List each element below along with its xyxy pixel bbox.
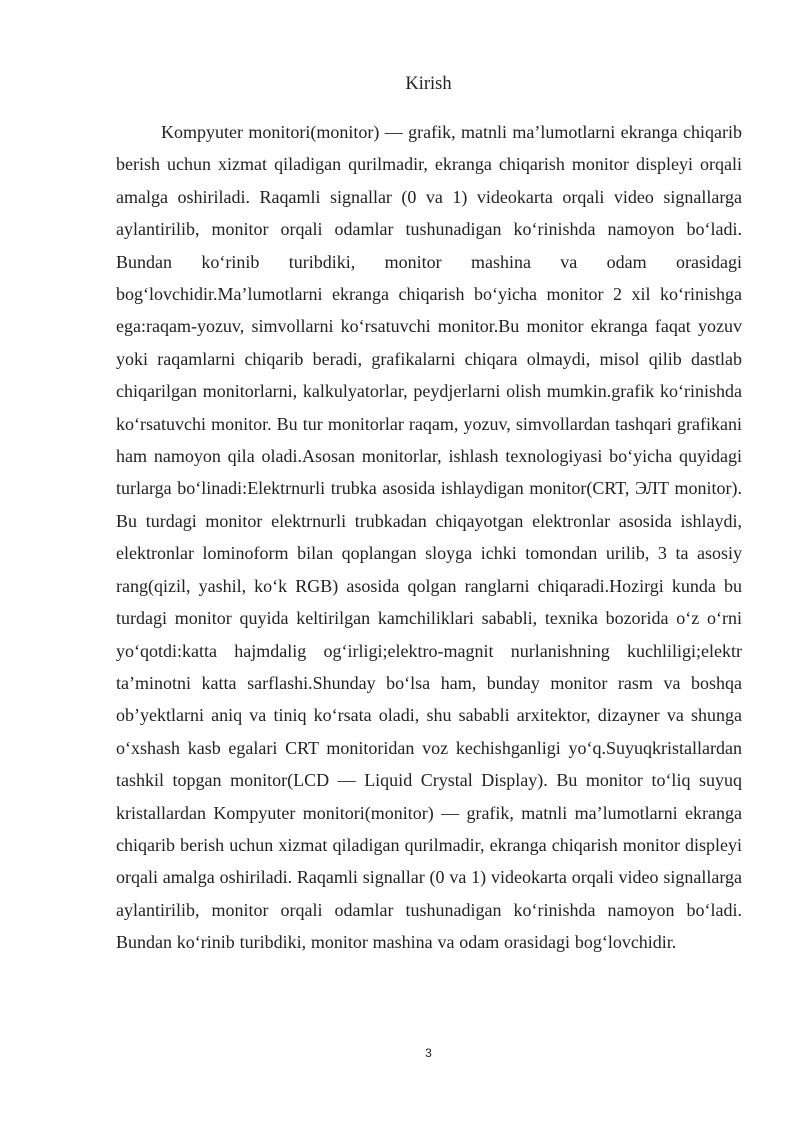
page-title: Kirish xyxy=(405,74,452,94)
body-paragraph: Kompyuter monitori(monitor) — grafik, matnli ma’lumotlarni ekranga chiqarib berish uchun xizmat qiladigan qurilmadir, ekranga chiqarish monitor displeyi orqali amalga oshiriladi. Raqamli signallar (0 va 1) videokarta orqali video signallarga aylantirilib, monitor orqali odamlar tushunadigan ko‘rinishda namoyon bo‘ladi. Bundan ko‘rinib turibdiki, monitor mashina va odam orasidagi bog‘lovchidir.Ma’lumotlarni ekranga chiqarish bo‘yicha monitor 2 xil ko‘rinishga ega:raqam-yozuv, simvollarni ko‘rsatuvchi monitor.Bu monitor ekranga faqat yozuv yoki raqamlarni chiqarib beradi, grafikalarni chiqara olmaydi, misol qilib dastlab chiqarilgan monitorlarni, kalkulyatorlar, peydjerlarni olish mumkin.grafik ko‘rinishda ko‘rsatuvchi monitor. Bu tur monitorlar raqam, yozuv, simvollardan tashqari grafikani ham namoyon qila oladi.Asosan monitorlar, ishlash texnologiyasi bo‘yicha quyidagi turlarga bo‘linadi:Elektrnurli trubka asosida ishlaydigan monitor(CRT, ЭЛТ monitor). Bu turdagi monitor elektrnurli trubkadan chiqayotgan elektronlar asosida ishlaydi, elektronlar lominoform bilan qoplangan sloyga ichki tomondan urilib, 3 ta asosiy rang(qizil, yashil, ko‘k RGB) asosida qolgan ranglarni chiqaradi.Hozirgi kunda bu turdagi monitor quyida keltirilgan kamchiliklari sababli, texnika bozorida o‘z o‘rni yo‘qotdi:katta hajmdalig og‘irligi;elektro-magnit nurlanishning kuchliligi;elektr ta’minotni katta sarflashi.Shunday bo‘lsa ham, bunday monitor rasm va boshqa ob’yektlarni aniq va tiniq ko‘rsata oladi, shu sababli arxitektor, dizayner va shunga o‘xshash kasb egalari CRT monitoridan voz kechishganligi yo‘q.Suyuqkristallardan tashkil topgan monitor(LCD — Liquid Crystal Display). Bu monitor to‘liq suyuq kristallardan Kompyuter monitori(monitor) — grafik, matnli ma’lumotlarni ekranga chiqarib berish uchun xizmat qiladigan qurilmadir, ekranga chiqarish monitor displeyi orqali amalga oshiriladi. Raqamli signallar (0 va 1) videokarta orqali video signallarga aylantirilib, monitor orqali odamlar tushunadigan ko‘rinishda namoyon bo‘ladi. Bundan ko‘rinib turibdiki, monitor mashina va odam orasidagi bog‘lovchidir. xyxy=(116,122,742,953)
page-number: 3 xyxy=(425,1046,432,1060)
